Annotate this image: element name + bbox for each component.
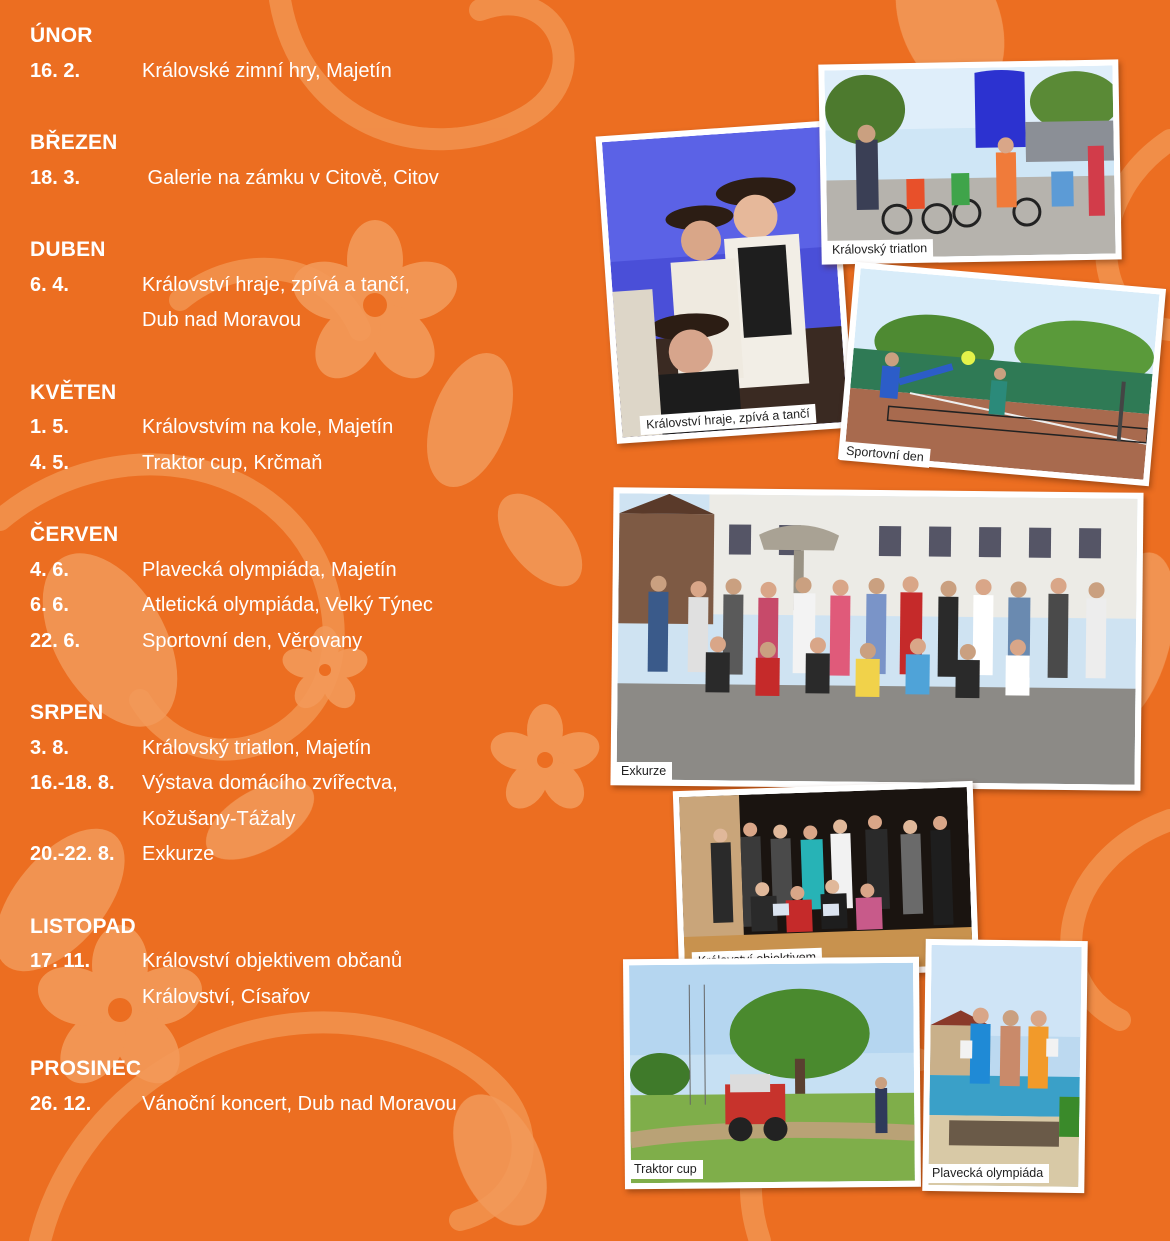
caption-sports-day: Sportovní den [839, 441, 930, 468]
event-title: Vánoční koncert, Dub nad Moravou [142, 1092, 457, 1115]
caption-triathlon: Královský triatlon [826, 239, 934, 260]
excursion-image [617, 493, 1138, 784]
month-heading: ÚNOR [30, 24, 93, 47]
month-heading: LISTOPAD [30, 914, 136, 938]
photo-triathlon [818, 59, 1121, 264]
event-title: Plavecká olympiáda, Majetín [142, 558, 397, 581]
event-title: Exkurze [142, 843, 215, 865]
month-heading: KVĚTEN [30, 380, 117, 404]
event-date: 16.-18. 8. [30, 772, 115, 794]
event-date: 1. 5. [30, 416, 69, 438]
event-date: 17. 11. [30, 950, 91, 972]
tractor-image [629, 963, 915, 1183]
event-title: Dub nad Moravou [142, 309, 301, 331]
event-date: 4. 6. [30, 558, 69, 581]
event-date: 3. 8. [30, 736, 69, 759]
event-title: Sportovní den, Věrovany [142, 629, 363, 652]
caption-excursion: Exkurze [615, 762, 672, 781]
caption-tractor: Traktor cup [628, 1160, 703, 1179]
event-date: 18. 3. [30, 166, 81, 189]
swimming-image [928, 945, 1081, 1187]
event-date: 20.-22. 8. [30, 843, 115, 865]
photo-excursion [610, 487, 1143, 791]
event-title: Atletická olympiáda, Velký Týnec [142, 594, 433, 616]
month-heading: DUBEN [30, 238, 106, 261]
caption-swimming: Plavecká olympiáda [926, 1164, 1049, 1183]
photo-tractor [623, 957, 921, 1190]
month-heading: SRPEN [30, 701, 104, 724]
event-title: Kožušany-Tážaly [142, 807, 296, 830]
event-title: Výstava domácího zvířectva, [142, 772, 398, 794]
event-title: Království objektivem občanů [142, 950, 403, 972]
event-title: Království hraje, zpívá a tančí, [142, 273, 410, 296]
singers-image [602, 126, 848, 437]
event-date: 22. 6. [30, 629, 81, 652]
month-heading: PROSINEC [30, 1057, 142, 1080]
event-title: Traktor cup, Krčmaň [142, 451, 323, 474]
event-date: 6. 6. [30, 594, 69, 616]
event-date: 16. 2. [30, 59, 81, 82]
caption-singing: Království hraje, zpívá a tančí [640, 404, 817, 435]
event-title: Královský triatlon, Majetín [142, 736, 371, 759]
photo-swimming [922, 939, 1088, 1193]
event-date: 4. 5. [30, 451, 69, 474]
photo-singing [596, 120, 855, 444]
event-date: 26. 12. [30, 1092, 92, 1115]
month-heading: BŘEZEN [30, 131, 118, 154]
event-title: Galerie na zámku v Citově, Citov [142, 166, 439, 189]
month-heading: ČERVEN [30, 523, 119, 546]
event-date: 6. 4. [30, 273, 69, 296]
event-title: Královské zimní hry, Majetín [142, 59, 392, 82]
event-title: Královstvím na kole, Majetín [142, 416, 394, 438]
triathlon-image [824, 66, 1115, 259]
event-title: Království, Císařov [142, 985, 310, 1008]
